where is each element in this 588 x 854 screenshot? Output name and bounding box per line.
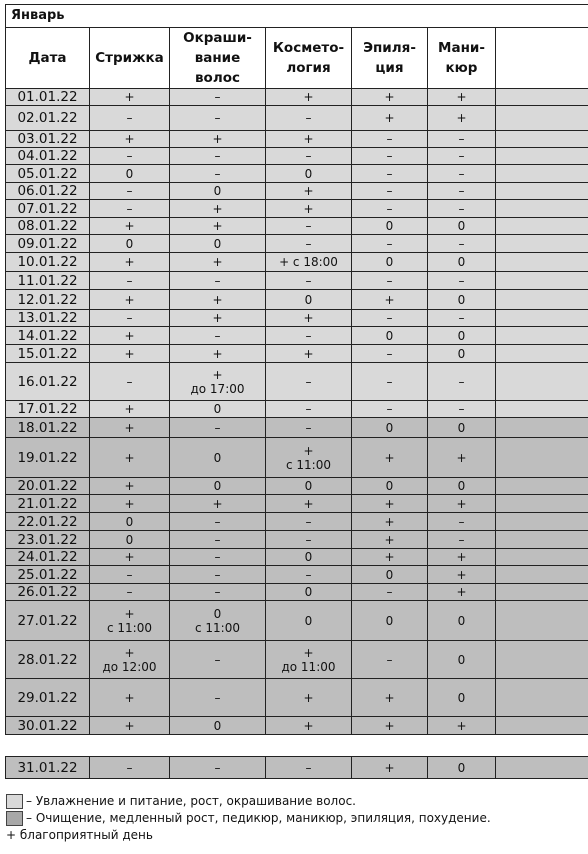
table-title: Январь [6,5,588,28]
value-cell-0: + [90,418,170,438]
value-cell-2: + с 18:00 [266,253,352,272]
value-cell-1: – [170,327,266,345]
value-cell-3: 0 [352,566,428,584]
value-cell-0: + [90,549,170,566]
date-cell: 22.01.22 [6,513,90,531]
value-cell-2: – [266,235,352,253]
value-cell-2: + [266,200,352,218]
empty-cell [496,679,588,717]
legend-light-text: – Увлажнение и питание, рост, окрашивание волос. [26,794,356,808]
value-cell-3: + [352,513,428,531]
value-cell-3: – [352,345,428,363]
value-cell-1: – [170,641,266,679]
value-cell-3: – [352,641,428,679]
value-cell-0: 0 [90,235,170,253]
date-cell: 17.01.22 [6,401,90,418]
table-row [6,549,588,566]
date-cell: 26.01.22 [6,584,90,601]
value-cell-0: + [90,218,170,235]
empty-cell [496,272,588,290]
value-cell-4: 0 [428,418,496,438]
table-row [6,235,588,253]
empty-cell [496,200,588,218]
value-cell-2: + [266,717,352,735]
empty-cell [496,418,588,438]
calendar-table [5,4,588,735]
date-cell: 10.01.22 [6,253,90,272]
value-cell-3: – [352,200,428,218]
date-cell: 09.01.22 [6,235,90,253]
value-cell-4: 0 [428,253,496,272]
value-cell-4: – [428,513,496,531]
value-cell-3: – [352,584,428,601]
value-cell-4: + [428,584,496,601]
date-cell: 30.01.22 [6,717,90,735]
value-cell-0: + [90,131,170,148]
value-cell-4: 0 [428,478,496,495]
date-cell: 07.01.22 [6,200,90,218]
value-cell-1: 0 [170,235,266,253]
value-cell-1: – [170,531,266,549]
empty-cell [496,401,588,418]
date-cell: 18.01.22 [6,418,90,438]
value-cell-4: 0 [428,218,496,235]
value-cell-0: + с 11:00 [90,601,170,641]
table-row [6,290,588,310]
value-cell-3: – [352,363,428,401]
legend-dark-text: – Очищение, медленный рост, педикюр, маникюр, эпиляция, похудение. [26,811,491,825]
value-cell-4: + [428,549,496,566]
value-cell-2: – [266,218,352,235]
value-cell-4: 0 [428,290,496,310]
dark-swatch [6,811,23,826]
table-row [6,601,588,641]
table-row [6,183,588,200]
legend-light [6,793,491,810]
value-cell-4: 0 [428,641,496,679]
table-row [6,401,588,418]
empty-cell [496,757,588,779]
value-cell-1: 0 [170,401,266,418]
value-cell-4: + [428,438,496,478]
table-row [6,757,588,779]
value-cell-4: – [428,131,496,148]
value-cell-4: + [428,106,496,131]
column-header-0: Дата [6,28,90,89]
value-cell-1: – [170,757,266,779]
table-row [6,165,588,183]
column-header-1: Стрижка [90,28,170,89]
table-row [6,584,588,601]
empty-cell [496,438,588,478]
date-cell: 06.01.22 [6,183,90,200]
value-cell-3: + [352,717,428,735]
date-cell: 12.01.22 [6,290,90,310]
value-cell-3: + [352,757,428,779]
value-cell-2: – [266,757,352,779]
value-cell-0: – [90,363,170,401]
date-cell: 05.01.22 [6,165,90,183]
table-row [6,478,588,495]
table-row [6,717,588,735]
value-cell-2: – [266,513,352,531]
value-cell-1: – [170,584,266,601]
legend [6,793,491,844]
value-cell-2: + с 11:00 [266,438,352,478]
value-cell-3: – [352,310,428,327]
value-cell-4: – [428,165,496,183]
empty-cell [496,584,588,601]
value-cell-2: + [266,310,352,327]
legend-plus-text: + благоприятный день [6,828,153,842]
empty-cell [496,513,588,531]
value-cell-0: 0 [90,513,170,531]
value-cell-1: – [170,89,266,106]
table-row [6,438,588,478]
value-cell-3: – [352,148,428,165]
value-cell-1: 0 [170,183,266,200]
value-cell-0: + [90,438,170,478]
value-cell-1: – [170,418,266,438]
table-row [6,218,588,235]
value-cell-1: 0 [170,478,266,495]
empty-cell [496,641,588,679]
value-cell-1: 0 [170,438,266,478]
value-cell-0: – [90,200,170,218]
value-cell-4: – [428,183,496,200]
value-cell-0: – [90,106,170,131]
value-cell-2: 0 [266,165,352,183]
table-row [6,531,588,549]
date-cell: 15.01.22 [6,345,90,363]
empty-cell [496,531,588,549]
empty-cell [496,310,588,327]
value-cell-4: – [428,363,496,401]
value-cell-1: – [170,106,266,131]
date-cell: 28.01.22 [6,641,90,679]
value-cell-3: + [352,290,428,310]
table-row [6,345,588,363]
empty-cell [496,218,588,235]
empty-cell [496,549,588,566]
empty-cell [496,717,588,735]
light-swatch [6,794,23,809]
value-cell-0: – [90,566,170,584]
value-cell-3: 0 [352,218,428,235]
value-cell-4: – [428,272,496,290]
empty-cell [496,363,588,401]
empty-cell [496,89,588,106]
value-cell-0: + [90,717,170,735]
empty-cell [496,566,588,584]
value-cell-0: + [90,679,170,717]
value-cell-1: – [170,513,266,531]
value-cell-2: + [266,679,352,717]
value-cell-1: – [170,679,266,717]
column-header-4: Эпиля- ция [352,28,428,89]
value-cell-1: – [170,148,266,165]
value-cell-1: 0 [170,717,266,735]
last-day-table [5,756,588,779]
value-cell-2: 0 [266,601,352,641]
value-cell-2: + [266,89,352,106]
table-row [6,566,588,584]
value-cell-2: – [266,272,352,290]
table-row [6,495,588,513]
value-cell-0: + до 12:00 [90,641,170,679]
value-cell-0: – [90,584,170,601]
value-cell-0: – [90,757,170,779]
table-row [6,679,588,717]
value-cell-1: 0 с 11:00 [170,601,266,641]
date-cell: 23.01.22 [6,531,90,549]
value-cell-2: + до 11:00 [266,641,352,679]
column-header-6 [496,28,588,89]
value-cell-1: – [170,566,266,584]
value-cell-2: + [266,183,352,200]
empty-cell [496,478,588,495]
value-cell-0: – [90,183,170,200]
value-cell-1: – [170,165,266,183]
date-cell: 24.01.22 [6,549,90,566]
value-cell-0: + [90,89,170,106]
empty-cell [496,235,588,253]
value-cell-3: + [352,106,428,131]
value-cell-3: + [352,679,428,717]
date-cell: 04.01.22 [6,148,90,165]
value-cell-1: + [170,218,266,235]
value-cell-3: – [352,131,428,148]
value-cell-3: – [352,165,428,183]
value-cell-4: – [428,310,496,327]
date-cell: 27.01.22 [6,601,90,641]
value-cell-0: + [90,345,170,363]
value-cell-3: – [352,401,428,418]
value-cell-4: 0 [428,679,496,717]
date-cell: 25.01.22 [6,566,90,584]
date-cell: 21.01.22 [6,495,90,513]
value-cell-2: 0 [266,478,352,495]
empty-cell [496,148,588,165]
empty-cell [496,345,588,363]
column-header-5: Мани- кюр [428,28,496,89]
value-cell-2: + [266,495,352,513]
value-cell-2: + [266,131,352,148]
value-cell-1: + до 17:00 [170,363,266,401]
value-cell-1: + [170,200,266,218]
value-cell-2: – [266,401,352,418]
value-cell-0: + [90,290,170,310]
value-cell-0: – [90,272,170,290]
table-row [6,310,588,327]
date-cell: 11.01.22 [6,272,90,290]
table-row [6,418,588,438]
legend-dark [6,810,491,827]
value-cell-4: – [428,148,496,165]
legend-plus [6,827,491,844]
empty-cell [496,253,588,272]
value-cell-1: + [170,495,266,513]
value-cell-3: – [352,183,428,200]
table-row [6,363,588,401]
value-cell-1: + [170,131,266,148]
value-cell-2: – [266,327,352,345]
empty-cell [496,290,588,310]
date-cell: 14.01.22 [6,327,90,345]
value-cell-4: 0 [428,601,496,641]
table-row [6,253,588,272]
value-cell-3: 0 [352,253,428,272]
value-cell-2: 0 [266,290,352,310]
table-row [6,641,588,679]
value-cell-4: + [428,717,496,735]
date-cell: 19.01.22 [6,438,90,478]
date-cell: 03.01.22 [6,131,90,148]
table-row [6,131,588,148]
value-cell-4: – [428,200,496,218]
column-header-2: Окраши- вание волос [170,28,266,89]
value-cell-4: 0 [428,345,496,363]
value-cell-0: – [90,148,170,165]
value-cell-0: + [90,327,170,345]
value-cell-2: – [266,363,352,401]
empty-cell [496,601,588,641]
value-cell-4: – [428,531,496,549]
value-cell-1: + [170,345,266,363]
value-cell-3: + [352,495,428,513]
value-cell-4: 0 [428,327,496,345]
date-cell: 08.01.22 [6,218,90,235]
date-cell: 20.01.22 [6,478,90,495]
table-row [6,106,588,131]
value-cell-0: – [90,310,170,327]
value-cell-4: 0 [428,757,496,779]
value-cell-1: – [170,549,266,566]
value-cell-2: + [266,345,352,363]
value-cell-3: – [352,272,428,290]
value-cell-3: 0 [352,601,428,641]
value-cell-3: + [352,549,428,566]
value-cell-3: 0 [352,327,428,345]
value-cell-1: + [170,290,266,310]
value-cell-2: – [266,106,352,131]
value-cell-0: + [90,401,170,418]
value-cell-3: + [352,89,428,106]
column-header-3: Космето- логия [266,28,352,89]
value-cell-0: + [90,495,170,513]
value-cell-2: 0 [266,549,352,566]
value-cell-3: – [352,235,428,253]
value-cell-0: 0 [90,531,170,549]
table-row [6,272,588,290]
empty-cell [496,327,588,345]
value-cell-4: – [428,235,496,253]
empty-cell [496,131,588,148]
value-cell-2: 0 [266,584,352,601]
value-cell-4: + [428,89,496,106]
value-cell-3: + [352,531,428,549]
table-row [6,513,588,531]
table-row [6,89,588,106]
value-cell-0: + [90,253,170,272]
empty-cell [496,106,588,131]
value-cell-2: – [266,418,352,438]
value-cell-3: 0 [352,418,428,438]
date-cell: 16.01.22 [6,363,90,401]
date-cell: 13.01.22 [6,310,90,327]
value-cell-3: 0 [352,478,428,495]
value-cell-4: – [428,401,496,418]
empty-cell [496,495,588,513]
value-cell-2: – [266,148,352,165]
table-row [6,200,588,218]
table-row [6,327,588,345]
value-cell-3: + [352,438,428,478]
date-cell: 31.01.22 [6,757,90,779]
table-row [6,148,588,165]
value-cell-1: + [170,253,266,272]
value-cell-1: – [170,272,266,290]
value-cell-2: – [266,531,352,549]
date-cell: 29.01.22 [6,679,90,717]
value-cell-2: – [266,566,352,584]
date-cell: 02.01.22 [6,106,90,131]
empty-cell [496,183,588,200]
value-cell-4: + [428,495,496,513]
value-cell-4: + [428,566,496,584]
value-cell-0: + [90,478,170,495]
empty-cell [496,165,588,183]
value-cell-0: 0 [90,165,170,183]
value-cell-1: + [170,310,266,327]
date-cell: 01.01.22 [6,89,90,106]
